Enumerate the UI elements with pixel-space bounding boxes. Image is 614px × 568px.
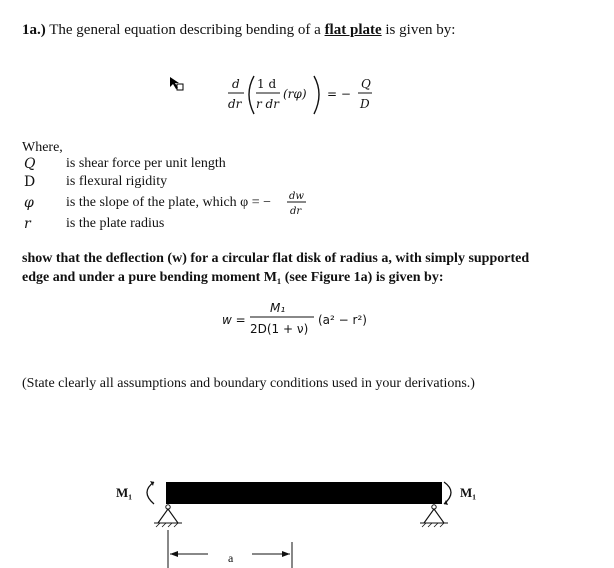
task-line-2: edge and under a pure bending moment M₁ (see Figure 1a) is given by:: [22, 270, 444, 285]
eq1-inner-denominator: r dr: [256, 97, 279, 111]
definition-phi-text: is the slope of the plate, which φ = −: [66, 195, 272, 210]
eq1-rhs-numerator: Q: [361, 77, 371, 91]
assumptions-note: (State clearly all assumptions and boundary conditions used in your derivations.): [22, 376, 475, 391]
moment-left-label: M₁: [116, 485, 133, 500]
symbol-q: Q: [24, 156, 36, 172]
eq1-equals: = −: [327, 87, 351, 101]
question-text-before: The general equation describing bending of a: [49, 22, 321, 38]
symbol-phi: φ: [24, 195, 34, 211]
left-pin-support: [154, 505, 182, 527]
deflection-equation: [222, 300, 392, 340]
slope-denominator: dr: [290, 206, 302, 217]
radius-label: a: [228, 551, 234, 565]
eq2-denominator: 2D(1 + ν): [250, 322, 309, 336]
flat-plate-emphasis: flat plate: [324, 22, 382, 38]
moment-right-arrow: [444, 482, 451, 504]
definition-d: is flexural rigidity: [66, 174, 168, 189]
eq2-tail: (a² − r²): [318, 313, 367, 327]
question-title: [22, 22, 455, 39]
definition-phi: [66, 195, 271, 211]
eq1-rhs-denominator: D: [360, 97, 370, 111]
moment-right-label: M₁: [460, 485, 477, 500]
slope-fraction: [284, 188, 310, 218]
slope-numerator: dw: [289, 191, 304, 202]
figure-1a: [110, 470, 510, 568]
definition-r: is the plate radius: [66, 216, 165, 231]
eq1-dr-denominator: dr: [228, 97, 242, 111]
plate-beam: [166, 482, 442, 504]
eq1-d-numerator: d: [232, 77, 240, 91]
right-pin-support: [420, 505, 448, 527]
eq1-inner-term: (rφ): [283, 87, 307, 101]
eq2-numerator: M₁: [270, 301, 286, 315]
where-label: Where,: [22, 140, 63, 155]
eq2-lhs: w =: [222, 313, 246, 327]
question-text-after: is given by:: [385, 22, 456, 38]
move-cursor-icon: [168, 76, 184, 92]
symbol-d: D: [24, 174, 36, 190]
eq1-inner-numerator: 1 d: [257, 77, 277, 91]
symbol-r: r: [24, 216, 31, 232]
task-line-1: show that the deflection (w) for a circular flat disk of radius a, with simply supported: [22, 251, 530, 266]
definition-q: is shear force per unit length: [66, 156, 226, 171]
bending-equation: [226, 70, 386, 120]
question-label: 1a.): [22, 22, 46, 38]
